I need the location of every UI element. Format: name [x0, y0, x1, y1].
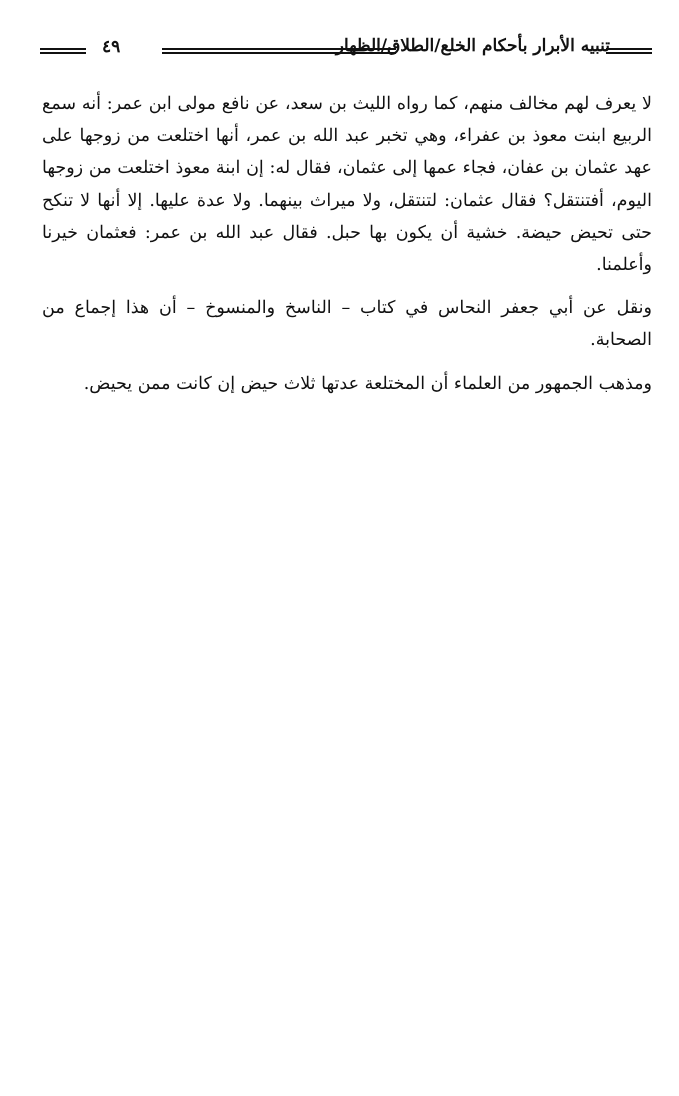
- page-number: ٤٩: [102, 37, 121, 57]
- header-rule-left: [40, 48, 86, 54]
- paragraph-3: ومذهب الجمهور من العلماء أن المختلعة عدتها ثلاث حيض إن كانت ممن يحيض.: [83, 373, 652, 394]
- header-rule-middle: [162, 48, 396, 54]
- body-text: [42, 88, 652, 411]
- paragraph-1: لا يعرف لهم مخالف منهم، كما رواه الليث بن سعد، عن نافع مولى ابن عمر: أنه سمع الربيع ابنت معوذ بن عفراء، وهي تخبر عبد الله بن عمر، أنها اختلعت من زوجها على عهد عثمان بن عفان، فجاء عمها إلى عثمان، فقال له: إن ابنة معوذ اختلعت من زوجها اليوم، أفتنتقل؟ فقال عثمان: لتنتقل، ولا ميراث بينهما. ولا عدة عليها. إلا أنها لا تنكح حتى تحيض حيضة. خشية أن يكون بها حبل. فقال عبد الله بن عمر: فعثمان خيرنا وأعلمنا.: [42, 94, 652, 276]
- header-rule-right: [606, 48, 652, 54]
- running-header: [40, 36, 654, 66]
- paragraph-2: ونقل عن أبي جعفر النحاس في كتاب – الناسخ والمنسوخ – أن هذا إجماع من الصحابة.: [42, 298, 652, 351]
- running-title: تنبيه الأبرار بأحكام الخلع/الطلاق/الظهار: [335, 36, 610, 56]
